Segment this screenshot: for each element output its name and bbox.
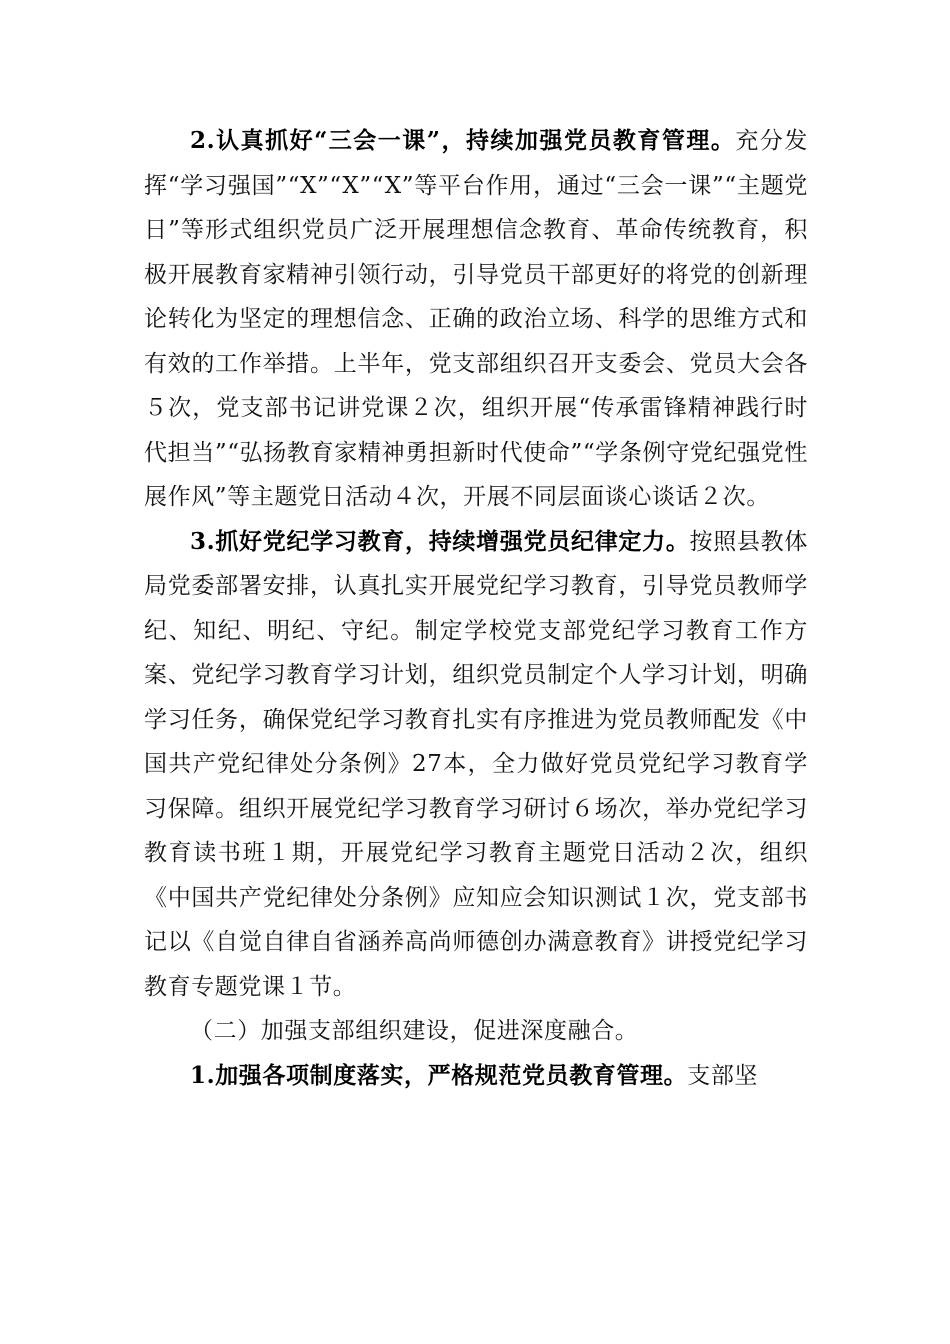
paragraph-1 bbox=[144, 1054, 808, 1099]
paragraph-1-body: 支部坚 bbox=[687, 1062, 759, 1089]
section-heading: （二）加强支部组织建设，促进深度融合。 bbox=[190, 1018, 639, 1044]
paragraph-2-heading: 2.认真抓好“三会一课”，持续加强党员教育管理。 bbox=[190, 127, 736, 154]
paragraph-2 bbox=[144, 119, 808, 520]
paragraph-3-heading: 3.抓好党纪学习教育，持续增强党员纪律定力。 bbox=[190, 527, 690, 555]
document-body bbox=[144, 119, 808, 1098]
paragraph-1-heading: 1.加强各项制度落实，严格规范党员教育管理。 bbox=[190, 1061, 688, 1089]
paragraph-2-body: 充分发挥“学习强国”“X”“X”“X”等平台作用，通过“三会一课”“主题党日”等形式组织党员广泛开展理想信念教育、革命传统教育，积极开展教育家精神引领行动，引导党员干部更好的将党的创新理论转化为坚定的理想信念、正确的政治立场、科学的思维方式和有效的工作举措。上半年，党支部组织召开支委会、党员大会各５次，党支部书记讲党课２次，组织开展“传承雷锋精神践行时代担当”“弘扬教育家精神勇担新时代使命”“学条例守党纪强党性展作风”等主题党日活动４次，开展不同层面谈心谈话２次。 bbox=[144, 128, 808, 510]
paragraph-3-body: 按照县教体局党委部署安排，认真扎实开展党纪学习教育，引导党员教师学纪、知纪、明纪、守纪。制定学校党支部党纪学习教育工作方案、党纪学习教育学习计划，组织党员制定个人学习计划，明确学习任务，确保党纪学习教育扎实有序推进为党员教师配发《中国共产党纪律处分条例》27本，全力做好党员党纪学习教育学习保障。组织开展党纪学习教育学习研讨６场次，举办党纪学习教育读书班１期，开展党纪学习教育主题党日活动２次，组织《中国共产党纪律处分条例》应知应会知识测试１次，党支部书记以《自觉自律自省涵养高尚师德创办满意教育》讲授党纪学习教育专题党课１节。 bbox=[144, 528, 808, 1000]
paragraph-3 bbox=[144, 520, 808, 1010]
